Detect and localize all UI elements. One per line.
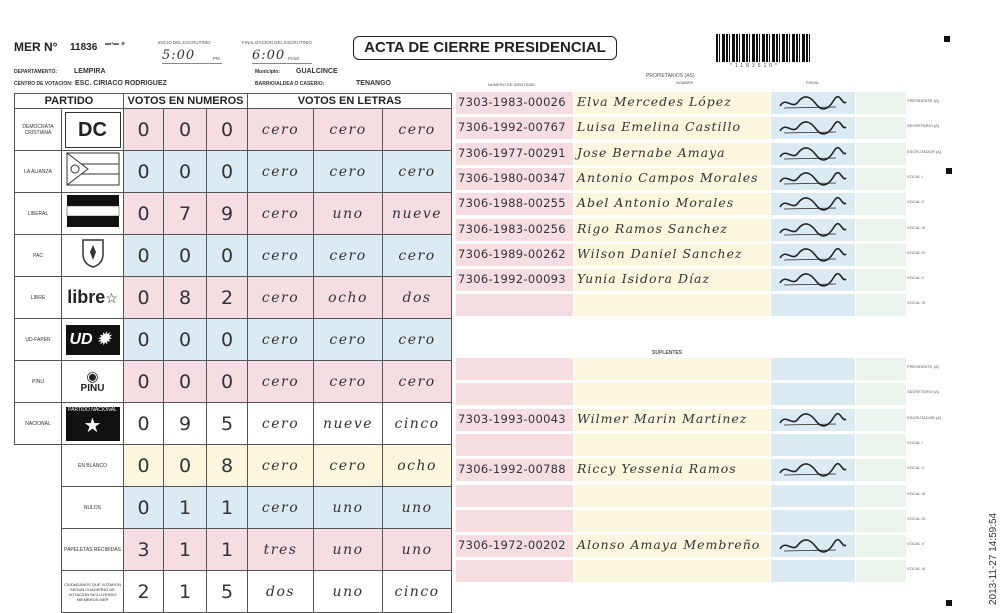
vote-word[interactable]: uno [314, 193, 383, 235]
member-role: VOCAL I [907, 173, 923, 179]
vote-digit[interactable]: 0 [164, 361, 207, 403]
vote-digit[interactable]: 0 [164, 151, 207, 193]
inicio-label: INICIO DEL ESCRUTINIO [158, 40, 211, 45]
handwritten-signature [776, 537, 848, 555]
vote-digit[interactable]: 1 [207, 529, 248, 571]
vote-word[interactable]: uno [383, 529, 452, 571]
vote-word[interactable]: uno [383, 487, 452, 529]
row-label: EN BLANCO [62, 445, 124, 487]
inicio-ampm: PM [213, 56, 220, 61]
vote-digit[interactable]: 2 [124, 571, 164, 613]
departamento-value: LEMPIRA [74, 68, 106, 75]
table-row [15, 109, 452, 151]
party-name: UD-FAPER [15, 319, 62, 361]
col-letras-header: VOTOS EN LETRAS [248, 94, 452, 109]
member-role: VOCAL II [907, 199, 924, 205]
vote-word[interactable]: cero [383, 235, 452, 277]
member-id[interactable]: 7306-1992-00788 [458, 462, 566, 477]
member-role: VOCAL IV [907, 515, 926, 521]
vote-digit[interactable]: 0 [124, 445, 164, 487]
vote-word[interactable]: cero [248, 109, 314, 151]
member-name[interactable]: Luisa Emelina Castillo [577, 119, 742, 135]
vote-word[interactable]: ocho [314, 277, 383, 319]
party-name: LIBRE [15, 277, 62, 319]
table-row [15, 235, 452, 277]
barrio-value: TENANGO [356, 80, 391, 87]
vote-word[interactable]: dos [248, 571, 314, 613]
member-name[interactable]: Yunia Isidora Díaz [577, 271, 711, 287]
handwritten-signature [776, 119, 848, 137]
row-label: NULOS [62, 487, 124, 529]
centro-value: ESC. CIRIACO RODRIGUEZ [75, 80, 167, 87]
vote-digit[interactable]: 0 [164, 235, 207, 277]
vote-digit[interactable]: 8 [164, 277, 207, 319]
barrio-label: BARRIO/ALDEA O CASERIO: [255, 81, 325, 87]
centro-label: CENTRO DE VOTACION: [14, 81, 73, 87]
vote-word[interactable]: cero [314, 235, 383, 277]
party-logo-nacional [62, 403, 124, 445]
table-row [15, 361, 452, 403]
fin-ampm: P/AM [288, 56, 300, 61]
vote-digit[interactable]: 9 [207, 193, 248, 235]
member-role: VOCAL V [907, 275, 925, 281]
member-role: PRESIDENTE (A) [907, 364, 940, 369]
sun-icon: ✹ [92, 330, 111, 348]
member-row [456, 434, 906, 456]
ud-logo-text: UD [69, 330, 93, 348]
mer-label: MER N° [14, 40, 58, 54]
member-id[interactable]: 7306-1992-00093 [458, 272, 566, 287]
party-name: NACIONAL [15, 403, 62, 445]
party-logo-ud [62, 319, 124, 361]
pinu-emblem-icon: ◉ [86, 368, 99, 384]
party-logo-alianza [62, 151, 124, 193]
member-role: ESCRUTADOR (A) [907, 414, 942, 420]
pinu-logo-text: PINU [80, 383, 105, 394]
member-row [456, 358, 906, 380]
member-role: VOCAL IV [907, 249, 926, 255]
member-name[interactable]: Rigo Ramos Sanchez [577, 220, 728, 236]
corner-mark-top [944, 36, 950, 42]
vote-digit[interactable]: 7 [164, 193, 207, 235]
vote-word[interactable]: cero [248, 445, 314, 487]
vote-word[interactable]: cero [383, 319, 452, 361]
vote-digit[interactable]: 0 [207, 109, 248, 151]
vote-digit[interactable]: 0 [124, 193, 164, 235]
vote-digit[interactable]: 0 [124, 277, 164, 319]
libre-logo-text: libre [67, 287, 106, 307]
mer-number: 11836 [70, 42, 98, 53]
vote-word[interactable]: cero [314, 109, 383, 151]
handwritten-signature [776, 170, 848, 188]
vote-word[interactable]: cero [248, 277, 314, 319]
vote-word[interactable]: cero [383, 151, 452, 193]
liberal-flag-icon [66, 194, 120, 228]
member-role: VOCAL II [907, 465, 924, 471]
vote-word[interactable]: nueve [383, 193, 452, 235]
document-title: ACTA DE CIERRE PRESIDENCIAL [353, 36, 617, 60]
vote-word[interactable]: cero [248, 361, 314, 403]
top-barcode [716, 34, 812, 62]
vote-digit[interactable]: 9 [164, 403, 207, 445]
vote-digit[interactable]: 1 [164, 487, 207, 529]
vote-word[interactable]: cero [314, 319, 383, 361]
member-name[interactable]: Antonio Campos Morales [577, 169, 759, 185]
member-id[interactable]: 7303-1993-00043 [458, 411, 566, 426]
scan-timestamp: 2013-11-27 14:59:54 [988, 512, 999, 605]
vote-word[interactable]: cero [314, 151, 383, 193]
dc-logo-text: DC [65, 112, 121, 148]
member-id[interactable]: 7303-1983-00026 [458, 95, 566, 109]
vote-digit[interactable]: 0 [124, 151, 164, 193]
vote-digit[interactable]: 2 [207, 277, 248, 319]
vote-word[interactable]: uno [314, 571, 383, 613]
party-name: PAC [15, 235, 62, 277]
corner-mark-right-bottom [946, 600, 952, 606]
vote-digit[interactable]: 0 [164, 319, 207, 361]
member-row [456, 294, 906, 316]
barcode-number: *1183610* [730, 63, 780, 69]
vote-word[interactable]: cero [383, 109, 452, 151]
party-logo-libre [62, 277, 124, 319]
fin-time: 6:00 [252, 48, 312, 64]
table-row [15, 403, 452, 445]
vote-word[interactable]: ocho [383, 445, 452, 487]
member-name[interactable]: Wilmer Marin Martinez [577, 410, 748, 426]
row-label: CIUDADANOS QUE VOTARON SEGUN CUADERNO DE VOTACION INCLUYENDO MIEMBROS MER [62, 571, 124, 613]
member-role: VOCAL V [907, 541, 925, 547]
member-id[interactable]: 7306-1988-00255 [458, 196, 566, 211]
pac-shield-icon [66, 236, 120, 270]
member-name[interactable]: Alonso Amaya Membreño [577, 537, 761, 553]
member-name[interactable]: Riccy Yessenia Ramos [577, 461, 737, 477]
vote-word[interactable]: cero [248, 235, 314, 277]
party-logo-pinu [62, 361, 124, 403]
member-name[interactable]: Abel Antonio Morales [577, 195, 735, 211]
party-name: LA ALIANZA [15, 151, 62, 193]
party-name: DEMOCRATA CRISTIANA [15, 109, 62, 151]
member-id[interactable]: 7306-1992-00767 [458, 120, 566, 135]
member-role: VOCAL VI [907, 566, 926, 572]
vote-word[interactable]: cero [248, 151, 314, 193]
vote-digit[interactable]: 1 [207, 487, 248, 529]
municipio-label: Municipio: [255, 69, 280, 75]
vote-word[interactable]: cero [383, 361, 452, 403]
member-id[interactable]: 7306-1983-00256 [458, 221, 566, 236]
member-role: SECRETARIO (A) [907, 123, 940, 129]
handwritten-signature [776, 411, 848, 429]
handwritten-signature [776, 246, 848, 264]
table-row [15, 529, 452, 571]
member-row [456, 560, 906, 582]
member-name[interactable]: Wilson Daniel Sanchez [577, 245, 743, 261]
member-id[interactable]: 7306-1989-00262 [458, 246, 566, 261]
vote-digit[interactable]: 0 [124, 109, 164, 151]
vote-word[interactable]: cero [248, 193, 314, 235]
vote-digit[interactable]: 0 [124, 235, 164, 277]
votes-table [14, 93, 452, 613]
party-name: PINU [15, 361, 62, 403]
vote-word[interactable]: cinco [383, 403, 452, 445]
party-logo-liberal [62, 193, 124, 235]
party-logo-dc [62, 109, 124, 151]
vote-digit[interactable]: 0 [124, 361, 164, 403]
mer-small-logo: ▬▪▬ ◈ [105, 41, 126, 47]
fin-label: FINALIZACION DEL ESCRUTINIO [242, 40, 312, 45]
members-id-header: NUMERO DE IDENTIDAD [488, 82, 536, 87]
col-numeros-header: VOTOS EN NUMEROS [124, 94, 248, 109]
row-label: PAPELETAS RECIBIDAS [62, 529, 124, 571]
departamento-label: DEPARTAMENTO: [14, 69, 58, 75]
members-name-subheader: NOMBRE [676, 80, 694, 85]
table-row [15, 487, 452, 529]
vote-digit[interactable]: 0 [124, 403, 164, 445]
member-id[interactable]: 7306-1972-00202 [458, 538, 566, 553]
handwritten-signature [776, 221, 848, 239]
vote-word[interactable]: cero [248, 319, 314, 361]
handwritten-signature [776, 461, 848, 479]
vote-digit[interactable]: 0 [207, 235, 248, 277]
vote-digit[interactable]: 5 [207, 571, 248, 613]
table-row [15, 151, 452, 193]
handwritten-signature [776, 271, 848, 289]
table-row [15, 445, 452, 487]
party-logo-pac [62, 235, 124, 277]
vote-word[interactable]: dos [383, 277, 452, 319]
vote-word[interactable]: nueve [314, 403, 383, 445]
col-partido-header: PARTIDO [15, 94, 124, 109]
vote-word[interactable]: uno [314, 529, 383, 571]
vote-word[interactable]: tres [248, 529, 314, 571]
vote-digit[interactable]: 1 [164, 571, 207, 613]
vote-word[interactable]: cero [314, 445, 383, 487]
vote-digit[interactable]: 3 [124, 529, 164, 571]
member-id[interactable]: 7306-1977-00291 [458, 145, 566, 160]
handwritten-signature [776, 195, 848, 213]
handwritten-signature [776, 94, 848, 112]
member-row [456, 383, 906, 405]
vote-word[interactable]: uno [314, 487, 383, 529]
municipio-value: GUALCINCE [296, 68, 338, 75]
vote-digit[interactable]: 0 [207, 319, 248, 361]
members-propietarios-header: PROPIETARIOS (AS) [646, 73, 695, 79]
vote-word[interactable]: cero [314, 361, 383, 403]
member-role: VOCAL III [907, 224, 925, 230]
member-row [456, 485, 906, 507]
vote-digit[interactable]: 5 [207, 403, 248, 445]
member-role: VOCAL VI [907, 300, 926, 306]
handwritten-signature [776, 145, 848, 163]
member-name[interactable]: Jose Bernabe Amaya [577, 144, 726, 160]
suplentes-header: SUPLENTES [652, 350, 683, 356]
vote-digit[interactable]: 0 [164, 445, 207, 487]
table-row [15, 277, 452, 319]
table-row [15, 319, 452, 361]
vote-digit[interactable]: 8 [207, 445, 248, 487]
member-role: ESCRUTADOR (A) [907, 148, 942, 154]
vote-digit[interactable]: 0 [164, 109, 207, 151]
nacional-logo-text: PARTIDO NACIONAL [68, 406, 117, 413]
star-icon: ☆ [105, 290, 118, 306]
table-row [15, 193, 452, 235]
member-name[interactable]: Elva Mercedes López [577, 94, 732, 109]
member-role: SECRETARIO (A) [907, 389, 940, 395]
vote-digit[interactable]: 0 [124, 319, 164, 361]
vote-digit[interactable]: 0 [207, 151, 248, 193]
member-row [456, 510, 906, 532]
member-role: VOCAL III [907, 490, 925, 496]
vote-word[interactable]: cero [248, 403, 314, 445]
vote-word[interactable]: cero [248, 487, 314, 529]
vote-digit[interactable]: 0 [124, 487, 164, 529]
vote-digit[interactable]: 0 [207, 361, 248, 403]
corner-mark-right-mid [946, 168, 952, 174]
table-row [15, 571, 452, 613]
alianza-flag-icon [66, 152, 120, 186]
members-signature-header: FIRMA [806, 80, 819, 85]
party-name: LIBERAL [15, 193, 62, 235]
vote-word[interactable]: cinco [383, 571, 452, 613]
inicio-time: 5:00 [162, 48, 222, 64]
vote-digit[interactable]: 1 [164, 529, 207, 571]
member-role: VOCAL I [907, 439, 923, 445]
member-role: PRESIDENTE (A) [907, 98, 940, 103]
star-icon: ★ [83, 414, 102, 437]
member-id[interactable]: 7306-1980-00347 [458, 170, 566, 185]
